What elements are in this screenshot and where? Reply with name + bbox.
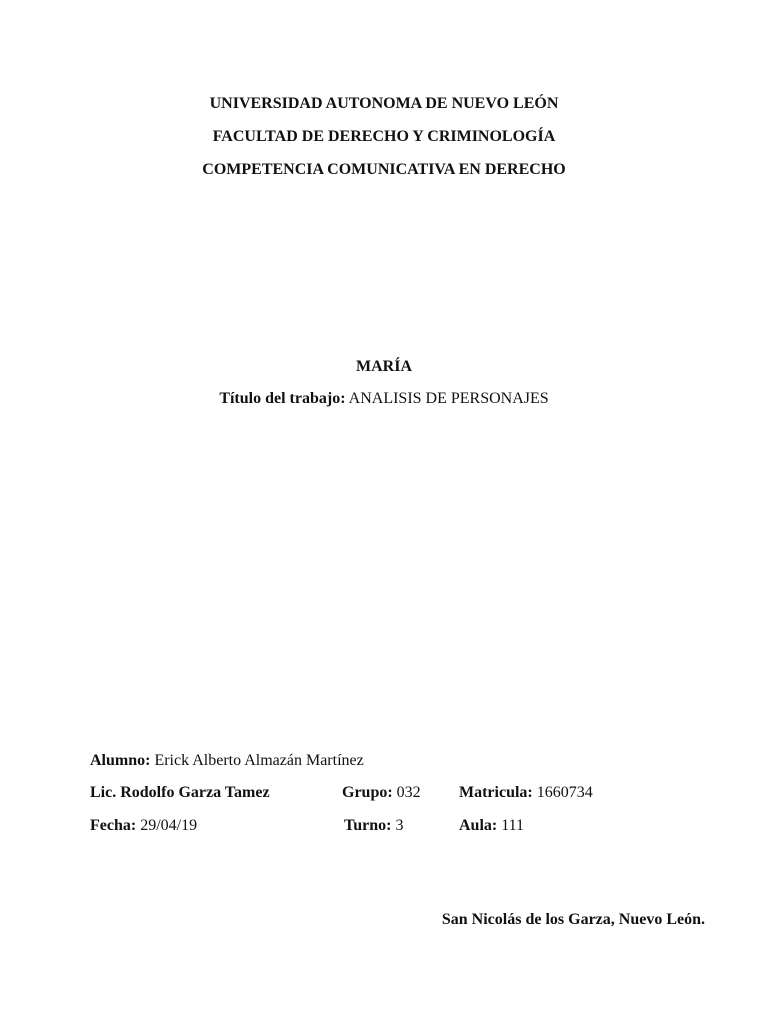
work-title — [0, 389, 768, 409]
shift-line — [344, 816, 403, 836]
date-label: Fecha: — [90, 817, 137, 834]
room-line — [459, 816, 524, 836]
id-line — [459, 783, 593, 803]
work-title-label: Título del trabajo: — [219, 390, 346, 407]
student-line — [90, 751, 364, 771]
room-value: 111 — [497, 817, 525, 834]
faculty-name: FACULTAD DE DERECHO Y CRIMINOLOGÍA — [212, 128, 556, 145]
group-line — [342, 783, 421, 803]
work-name: MARÍA — [356, 358, 412, 375]
room-label: Aula: — [459, 817, 498, 834]
group-value: 032 — [392, 784, 421, 801]
id-label: Matricula: — [459, 784, 533, 801]
course-name: COMPETENCIA COMUNICATIVA EN DERECHO — [202, 161, 566, 178]
university-name: UNIVERSIDAD AUTONOMA DE NUEVO LEÓN — [209, 95, 559, 112]
id-value: 1660734 — [532, 784, 593, 801]
shift-value: 3 — [391, 817, 404, 834]
student-value: Erick Alberto Almazán Martínez — [150, 752, 364, 769]
group-label: Grupo: — [342, 784, 393, 801]
shift-label: Turno: — [344, 817, 392, 834]
date-line — [90, 816, 197, 836]
teacher-name: Lic. Rodolfo Garza Tamez — [90, 784, 270, 801]
work-title-value: ANALISIS DE PERSONAJES — [345, 390, 549, 407]
location-line: San Nicolás de los Garza, Nuevo León. — [441, 911, 705, 928]
date-value: 29/04/19 — [136, 817, 198, 834]
student-label: Alumno: — [90, 752, 151, 769]
